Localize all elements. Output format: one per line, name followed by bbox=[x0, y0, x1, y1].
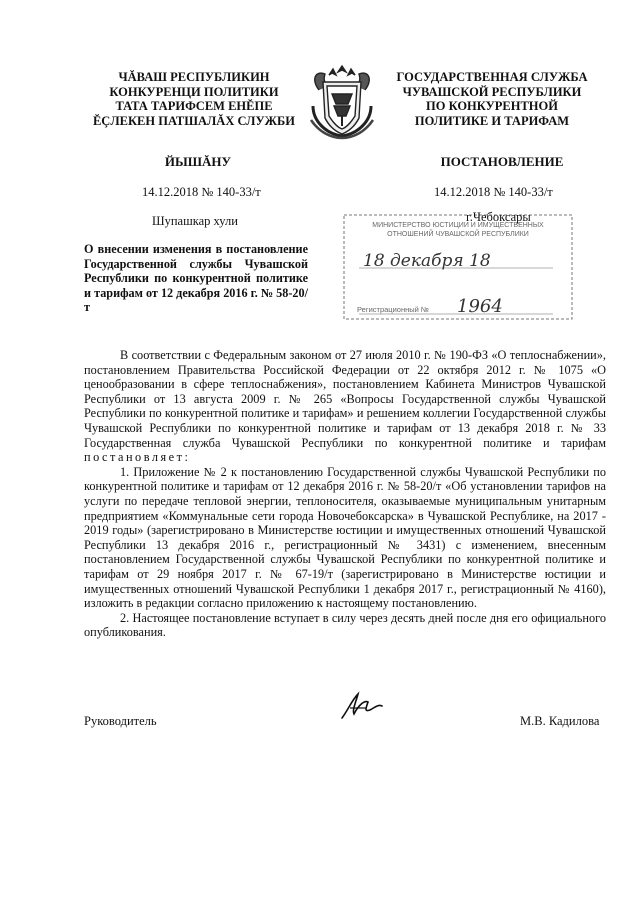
header-left-chuvash bbox=[84, 70, 304, 128]
date-number-right: 14.12.2018 № 140-33/т bbox=[434, 185, 553, 199]
doc-type-russian: ПОСТАНОВЛЕНИЕ bbox=[440, 154, 564, 169]
header-left-line: ЧĂВАШ РЕСПУБЛИКИН bbox=[118, 70, 270, 84]
date-number-left: 14.12.2018 № 140-33/т bbox=[142, 185, 261, 199]
header-right-russian bbox=[382, 70, 602, 128]
stamp-date-handwritten: 18 декабря 18 bbox=[363, 251, 491, 271]
decree-word: постановляет: bbox=[84, 450, 191, 465]
registration-stamp bbox=[343, 214, 573, 320]
signatory-title: Руководитель bbox=[84, 714, 157, 728]
city-chuvash: Шупашкар хули bbox=[152, 214, 238, 228]
handwritten-signature bbox=[336, 688, 386, 722]
header-right-line: ПО КОНКУРЕНТНОЙ bbox=[426, 99, 558, 113]
item-1-paragraph: 1. Приложение № 2 к постановлению Государственной службы Чувашской Республики по конкурентной политике и тарифам от 12 декабря 2016 г. № 58-20/т «Об установлении тарифов на услуги по передаче тепловой энергии, теплоносителя, оказываемые муниципальным унитарным предприятием «Коммунальные сети города Новочебоксарска» в Чувашской Республике, на 2017 - 2019 годы» (зарегистрировано в Министерстве юстиции и имущественных отношений Чувашской Республики 13 декабря 2016 г., регистрационный № 3431) с изменением, внесенным постановлением Государственной службы Чувашской Республики по конкурентной политике и тарифам от 29 ноября 2017 г. № 67-19/т (зарегистрировано в Министерстве юстиции и имущественных отношений Чувашской Республики 1 декабря 2017 г., регистрационный № 4160), изложить в редакции согласно приложению к настоящему постановлению. bbox=[84, 464, 606, 611]
header-left-line: КОНКУРЕНЦИ ПОЛИТИКИ bbox=[109, 84, 279, 99]
document-subject: О внесении изменения в постановление Государственной службы Чувашской Республики по конкурентной политике и тарифам от 12 декабря 2016 г. № 58-20/т bbox=[84, 242, 308, 314]
doc-type-chuvash: ЙЫШĂНУ bbox=[164, 154, 232, 169]
stamp-reg-number: 1964 bbox=[457, 296, 503, 317]
signatory-name: М.В. Кадилова bbox=[520, 714, 600, 728]
item-2-paragraph: 2. Настоящее постановление вступает в силу через десять дней после дня его официального опубликования. bbox=[84, 610, 606, 640]
stamp-reg-label: Регистрационный № bbox=[357, 305, 429, 314]
stamp-line2: ОТНОШЕНИЙ ЧУВАШСКОЙ РЕСПУБЛИКИ bbox=[387, 231, 529, 238]
chuvash-emblem-icon bbox=[299, 60, 385, 140]
header-right-line: ЧУВАШСКОЙ РЕСПУБЛИКИ bbox=[402, 84, 582, 99]
document-body bbox=[84, 348, 606, 640]
header-right-line: ПОЛИТИКЕ И ТАРИФАМ bbox=[414, 113, 570, 128]
header-right-line: ГОСУДАРСТВЕННАЯ СЛУЖБА bbox=[396, 70, 588, 84]
header-left-line: ТАТА ТАРИФСЕМ ЕНĔПЕ bbox=[115, 99, 273, 113]
stamp-line1: МИНИСТЕРСТВО ЮСТИЦИИ И ИМУЩЕСТВЕННЫХ bbox=[372, 222, 544, 229]
preamble-paragraph bbox=[84, 348, 606, 465]
city-russian: г.Чебоксары bbox=[466, 210, 531, 224]
preamble-text: В соответствии с Федеральным законом от 27 июля 2010 г. № 190-ФЗ «О теплоснабжении», постановлением Правительства Российской Федерации от 22 октября 2012 г. № 1075 «О ценообразовании в сфере теплоснабжения», постановлением Кабинета Министров Чувашской Республики от 13 августа 2009 г. № 265 «Вопросы Государственной службы Чувашской Республики по конкурентной политике и тарифам» и решением коллегии Государственной службы Чувашской Республики по конкурентной политике и тарифам от 13 декабря 2018 г. № 33 Государственная служба Чувашской Республики по конкурентной политике и тарифам bbox=[84, 348, 606, 450]
header-left-line: ĔÇЛЕКЕН ПАТШАЛĂХ СЛУЖБИ bbox=[92, 113, 296, 128]
